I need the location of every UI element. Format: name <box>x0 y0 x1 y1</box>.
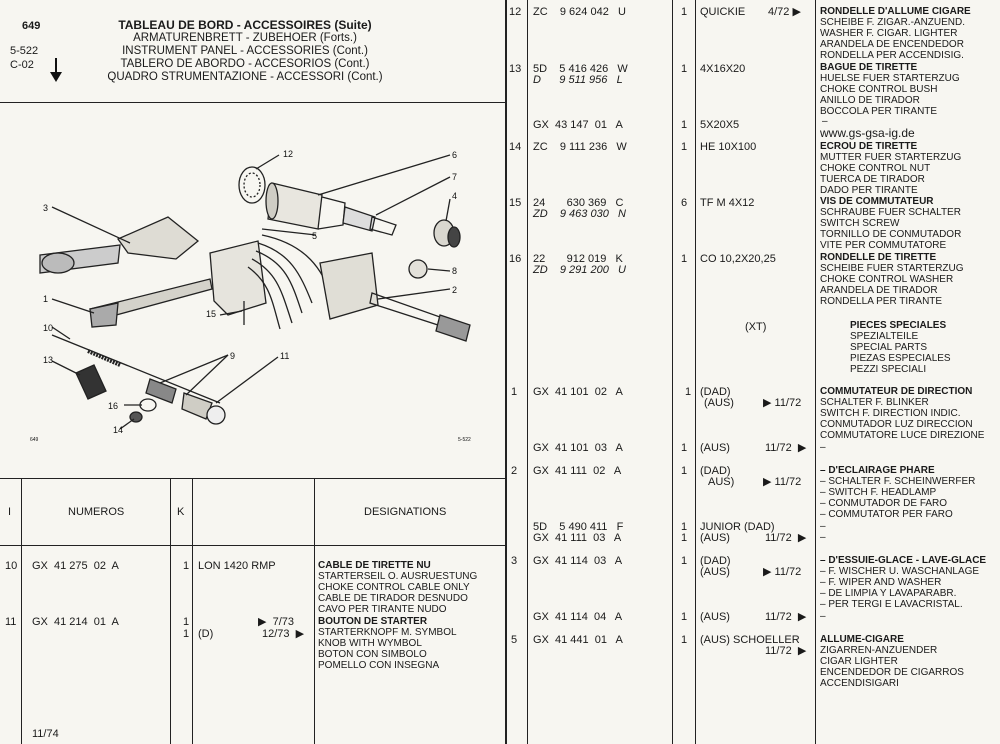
r5-desig-fr: ALLUME-CIGARE <box>820 634 904 645</box>
row-10-k: 1 <box>183 560 190 572</box>
label-12: 12 <box>283 149 294 159</box>
r2-date: ▶ 11/72 <box>763 476 802 488</box>
col-line-spec <box>314 478 315 744</box>
r1b-spec: (AUS) <box>700 442 730 454</box>
r5-designation <box>820 634 964 689</box>
xt-desig-en: SPECIAL PARTS <box>850 342 928 353</box>
center-divider <box>505 0 507 744</box>
row-10-desig-en: CHOKE CONTROL CABLE ONLY <box>318 582 470 593</box>
row-11-spec2a: (D) <box>198 628 214 640</box>
r5-desig-de: ZIGARREN-ANZUENDER <box>820 645 938 656</box>
row-10-i: 10 <box>5 560 18 572</box>
r16-k: 1 <box>681 253 688 265</box>
r14-desig-en: CHOKE CONTROL NUT <box>820 163 931 174</box>
r14-k: 1 <box>681 141 688 153</box>
r1-desig-it: COMMUTATORE LUCE DIREZIONE <box>820 430 985 441</box>
r2-desig-fr: – D'ECLAIRAGE PHARE <box>820 465 935 476</box>
xt-designation <box>850 320 951 375</box>
r13-k: 1 <box>681 63 688 75</box>
r2-spec2: AUS) <box>708 476 735 488</box>
ref-code-2: C-02 <box>10 59 34 71</box>
r15-desig-de: SCHRAUBE FUER SCHALTER <box>820 207 961 218</box>
row-11-desig-en: KNOB WITH WYMBOL <box>318 638 422 649</box>
r15-i: 15 <box>509 197 522 209</box>
title-en: INSTRUMENT PANEL - ACCESSORIES (Cont.) <box>122 45 368 57</box>
r2b-dash2: – <box>820 532 826 543</box>
r3-spec1: (DAD) <box>700 555 731 567</box>
r16-desig-fr: RONDELLE DE TIRETTE <box>820 252 937 263</box>
part-2 <box>320 253 378 319</box>
r5-spec: (AUS) SCHOELLER <box>700 634 800 646</box>
r16-num1: 22 912 019 K <box>533 253 623 265</box>
r2b-dash1: – <box>820 521 826 532</box>
r13-num1: 5D 5 416 426 W <box>533 63 628 75</box>
r2b-spec2: (AUS) <box>700 532 730 544</box>
col-header-i: I <box>8 506 12 518</box>
row-11-desig-it: POMELLO CON INSEGNA <box>318 660 440 671</box>
xt-desig-it: PEZZI SPECIALI <box>850 364 927 375</box>
r3-date: ▶ 11/72 <box>763 566 802 578</box>
row-10-spec: LON 1420 RMP <box>198 560 276 572</box>
r12-desig-en: WASHER F. CIGAR. LIGHTER <box>820 28 958 39</box>
r13-desig-fr: BAGUE DE TIRETTE <box>820 62 918 73</box>
title-it: QUADRO STRUMENTAZIONE - ACCESSORI (Cont.) <box>107 71 383 83</box>
r16-desig-de: SCHEIBE FUER STARTERZUG <box>820 263 964 274</box>
r5-desig-it: ACCENDISIGARI <box>820 678 899 689</box>
label-14: 14 <box>113 425 124 435</box>
r1b-k: 1 <box>681 442 688 454</box>
r13-num2: D 9 511 956 L <box>533 74 623 86</box>
label-13: 13 <box>43 355 54 365</box>
r16-desig-it: RONDELLA PER TIRANTE <box>820 296 943 307</box>
r15-k: 6 <box>681 197 688 209</box>
r3-desig-en: – F. WIPER AND WASHER <box>820 577 942 588</box>
r3-spec2: (AUS) <box>700 566 730 578</box>
r15-designation <box>820 196 961 251</box>
r12-designation <box>820 6 971 61</box>
r13b-spec: 5X20X5 <box>700 119 740 131</box>
r5-date: 11/72 ▶ <box>765 645 807 657</box>
r16-spec: CO 10,2X20,25 <box>700 253 776 265</box>
xt-desig-es: PIEZAS ESPECIALES <box>850 353 951 364</box>
r1-spec1: (DAD) <box>700 386 731 398</box>
label-6: 6 <box>452 150 458 160</box>
r12-desig-it: RONDELLA PER ACCENDISIG. <box>820 50 964 61</box>
r5-i: 5 <box>511 634 518 646</box>
part-12-ring <box>239 167 265 203</box>
label-16: 16 <box>108 401 119 411</box>
r14-i: 14 <box>509 141 522 153</box>
label-15: 15 <box>206 309 217 319</box>
label-8: 8 <box>452 266 458 276</box>
col-line-k <box>192 478 193 744</box>
r5-num: GX 41 441 01 A <box>533 634 623 646</box>
r3b-spec: (AUS) <box>700 611 730 623</box>
r1-desig-en: SWITCH F. DIRECTION INDIC. <box>820 408 961 419</box>
r13-desig-es: ANILLO DE TIRADOR <box>820 95 920 106</box>
r13-designation <box>820 62 960 117</box>
r5-desig-es: ENCENDEDOR DE CIGARROS <box>820 667 964 678</box>
label-2: 2 <box>452 285 458 295</box>
part-16 <box>140 399 156 411</box>
label-7: 7 <box>452 172 458 182</box>
row-11-k2: 1 <box>183 628 190 640</box>
r2-spec1: (DAD) <box>700 465 731 477</box>
r2-num: GX 41 111 02 A <box>533 465 622 477</box>
website-link[interactable]: www.gs-gsa-ig.de <box>820 126 915 140</box>
r2b-k1: 1 <box>681 521 688 533</box>
r14-desig-de: MUTTER FUER STARTERZUG <box>820 152 962 163</box>
r13-desig-it: BOCCOLA PER TIRANTE <box>820 106 938 117</box>
r16-designation <box>820 252 964 307</box>
r-col-line-k <box>695 0 696 744</box>
r-col-line-numeros <box>672 0 673 744</box>
row-10-num: GX 41 275 02 A <box>32 560 119 572</box>
r1-spec2: (AUS) <box>704 397 734 409</box>
exploded-diagram <box>0 103 505 477</box>
r5-k: 1 <box>681 634 688 646</box>
r13b-num: GX 43 147 01 A <box>533 119 623 131</box>
part-8 <box>409 260 427 278</box>
r15-desig-fr: VIS DE COMMUTATEUR <box>820 196 934 207</box>
r16-i: 16 <box>509 253 522 265</box>
part-13 <box>76 365 106 399</box>
r-col-line-i <box>527 0 528 744</box>
r2b-num1: 5D 5 490 411 F <box>533 521 624 533</box>
arrow-down-icon <box>50 58 62 87</box>
r15-desig-es: TORNILLO DE CONMUTADOR <box>820 229 962 240</box>
xt-spec: (XT) <box>745 321 767 333</box>
r13-i: 13 <box>509 63 522 75</box>
xt-desig-de: SPEZIALTEILE <box>850 331 919 342</box>
r14-designation <box>820 141 961 196</box>
table-header-bottom <box>0 545 506 546</box>
r2b-date: 11/72 ▶ <box>765 532 807 544</box>
label-4: 4 <box>452 191 458 201</box>
r2-desig-de: – SCHALTER F. SCHEINWERFER <box>820 476 976 487</box>
title-es: TABLERO DE ABORDO - ACCESORIOS (Cont.) <box>120 58 370 70</box>
r12-date: 4/72 ▶ <box>768 6 801 18</box>
r14-num: ZC 9 111 236 W <box>533 141 627 153</box>
row-10-desig-es: CABLE DE TIRADOR DESNUDO <box>318 593 468 604</box>
col-header-designations: DESIGNATIONS <box>364 506 447 518</box>
r3-num: GX 41 114 03 A <box>533 555 623 567</box>
r3-i: 3 <box>511 555 518 567</box>
xt-desig-fr: PIECES SPECIALES <box>850 320 947 331</box>
r3-desig-de: – F. WISCHER U. WASCHANLAGE <box>820 566 980 577</box>
r1-num: GX 41 101 02 A <box>533 386 623 398</box>
label-11: 11 <box>280 351 290 361</box>
r5-desig-en: CIGAR LIGHTER <box>820 656 898 667</box>
r3-k: 1 <box>681 555 688 567</box>
r12-desig-es: ARANDELA DE ENCENDEDOR <box>820 39 964 50</box>
label-1: 1 <box>43 294 49 304</box>
row-11-desig-es: BOTON CON SIMBOLO <box>318 649 427 660</box>
title-fr: TABLEAU DE BORD - ACCESSOIRES (Suite) <box>118 18 372 32</box>
row-10-designation <box>318 560 477 615</box>
fig-corner-left: 649 <box>30 437 39 443</box>
r12-desig-fr: RONDELLE D'ALLUME CIGARE <box>820 6 971 17</box>
r1b-date: 11/72 ▶ <box>765 442 807 454</box>
r1-desig-es: CONMUTADOR LUZ DIRECCION <box>820 419 973 430</box>
r15-num2: ZD 9 463 030 N <box>533 208 626 220</box>
r2-desig-es: – CONMUTADOR DE FARO <box>820 498 948 509</box>
r12-k: 1 <box>681 6 688 18</box>
r12-num: ZC 9 624 042 U <box>533 6 626 18</box>
r14-spec: HE 10X100 <box>700 141 757 153</box>
r15-spec: TF M 4X12 <box>700 197 755 209</box>
row-11-spec: ▶ 7/73 <box>258 616 294 628</box>
row-11-spec2b: 12/73 ▶ <box>262 628 305 640</box>
r3b-date: 11/72 ▶ <box>765 611 807 623</box>
r3-desig-fr: – D'ESSUIE-GLACE - LAVE-GLACE <box>820 555 987 566</box>
r3b-k: 1 <box>681 611 688 623</box>
row-10-desig-it: CAVO PER TIRANTE NUDO <box>318 604 447 615</box>
col-header-numeros: NUMEROS <box>68 506 125 518</box>
r1b-num: GX 41 101 03 A <box>533 442 623 454</box>
r2b-k2: 1 <box>681 532 688 544</box>
r1b-dash: – <box>820 442 826 453</box>
r13-desig-en: CHOKE CONTROL BUSH <box>820 84 938 95</box>
r15-desig-en: SWITCH SCREW <box>820 218 900 229</box>
row-10-desig-fr: CABLE DE TIRETTE NU <box>318 560 431 571</box>
label-10: 10 <box>43 323 54 333</box>
label-5: 5 <box>312 231 318 241</box>
row-10-desig-de: STARTERSEIL O. AUSRUESTUNG <box>318 571 478 582</box>
col-line-numeros <box>170 478 171 744</box>
r13-spec: 4X16X20 <box>700 63 746 75</box>
r2b-spec1: JUNIOR (DAD) <box>700 521 775 533</box>
part-3 <box>118 217 198 259</box>
row-11-desig-fr: BOUTON DE STARTER <box>318 616 428 627</box>
r2-k: 1 <box>681 465 688 477</box>
r2-designation <box>820 465 975 520</box>
r3-desig-it: – PER TERGI E LAVACRISTAL. <box>820 599 963 610</box>
r3b-dash: – <box>820 611 826 622</box>
r13b-dash: – <box>822 116 828 127</box>
ref-code-1: 5-522 <box>10 45 39 57</box>
col-header-k: K <box>177 506 185 518</box>
r12-spec: QUICKIE <box>700 6 746 18</box>
r14-desig-it: DADO PER TIRANTE <box>820 185 918 196</box>
r16-desig-es: ARANDELA DE TIRADOR <box>820 285 938 296</box>
row-11-num: GX 41 214 01 A <box>32 616 119 628</box>
row-11-designation <box>318 616 457 671</box>
r-col-line-spec <box>815 0 816 744</box>
r2-desig-it: – COMMUTATOR PER FARO <box>820 509 953 520</box>
label-3: 3 <box>43 203 49 213</box>
r2b-num2: GX 41 111 03 A <box>533 532 622 544</box>
r1-desig-de: SCHALTER F. BLINKER <box>820 397 929 408</box>
r1-k: 1 <box>685 386 692 398</box>
r1-i: 1 <box>511 386 518 398</box>
row-11-k: 1 <box>183 616 190 628</box>
r1-desig-fr: COMMUTATEUR DE DIRECTION <box>820 386 973 397</box>
r16-desig-en: CHOKE CONTROL WASHER <box>820 274 954 285</box>
r16-num2: ZD 9 291 200 U <box>533 264 626 276</box>
col-line-i <box>21 478 22 744</box>
r3-desig-es: – DE LIMPIA Y LAVAPARABR. <box>820 588 957 599</box>
r1-designation <box>820 386 984 441</box>
row-11-i: 11 <box>5 616 17 628</box>
r2-desig-en: – SWITCH F. HEADLAMP <box>820 487 937 498</box>
figure-bottom-border <box>0 478 506 479</box>
r15-desig-it: VITE PER COMMUTATORE <box>820 240 947 251</box>
page-number: 649 <box>22 20 41 32</box>
page-title-block <box>100 19 390 84</box>
r12-i: 12 <box>509 6 522 18</box>
r15-num1: 24 630 369 C <box>533 197 624 209</box>
label-9: 9 <box>230 351 236 361</box>
fig-corner-right: 5-522 <box>458 437 471 443</box>
r14-desig-fr: ECROU DE TIRETTE <box>820 141 918 152</box>
r13b-k: 1 <box>681 119 688 131</box>
r3b-num: GX 41 114 04 A <box>533 611 623 623</box>
r12-desig-de: SCHEIBE F. ZIGAR.-ANZUEND. <box>820 17 966 28</box>
r2-i: 2 <box>511 465 518 477</box>
r13-desig-de: HUELSE FUER STARTERZUG <box>820 73 960 84</box>
row-11-desig-de: STARTERKNOPF M. SYMBOL <box>318 627 457 638</box>
title-de: ARMATURENBRETT - ZUBEHOER (Forts.) <box>133 32 357 44</box>
r3-designation <box>820 555 986 610</box>
r1-date: ▶ 11/72 <box>763 397 802 409</box>
footer-date: 11/74 <box>32 728 59 740</box>
r14-desig-es: TUERCA DE TIRADOR <box>820 174 925 185</box>
